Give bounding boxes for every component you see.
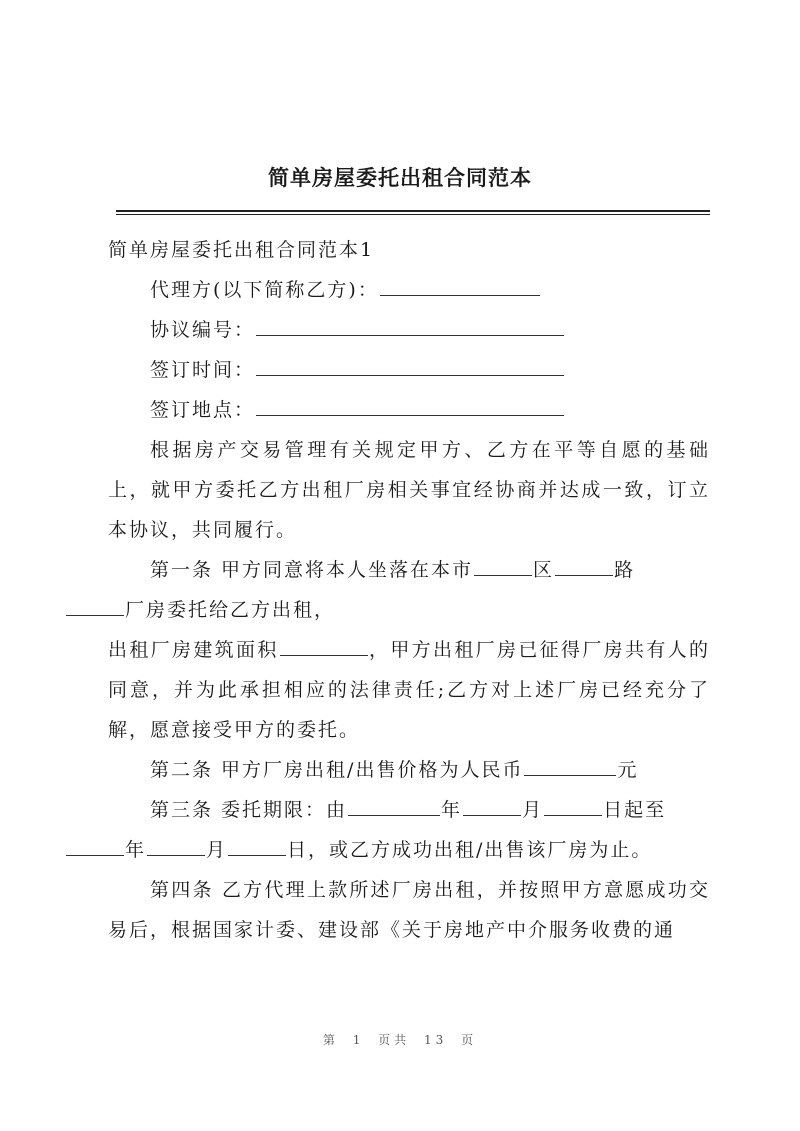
document-body (108, 230, 710, 950)
text: 路 (614, 559, 636, 581)
blank-line (348, 797, 440, 816)
text: 年 (441, 799, 463, 821)
text: 月 (522, 799, 544, 821)
field-agreement-no (108, 310, 710, 350)
blank-line (280, 637, 368, 656)
text: 年 (125, 839, 147, 861)
text: 第一条 甲方同意将本人坐落在本市 (150, 559, 474, 581)
field-label: 签订地点： (150, 399, 256, 421)
blank-line (256, 397, 564, 416)
text: 日起至 (603, 799, 667, 821)
text: 第二条 甲方厂房出租/出售价格为人民币 (150, 759, 524, 781)
text: ，甲方出租厂房已征得厂房共有人的同意，并为此承担相应的法律责任;乙方对上述厂房已经充分了解，愿意接受甲方的委托。 (108, 639, 710, 741)
blank-line (380, 277, 540, 296)
text: 厂房委托给乙方出租， (125, 599, 336, 621)
article-3 (108, 790, 710, 870)
title-divider-thin (116, 214, 710, 215)
page-footer (0, 1031, 800, 1048)
blank-line (256, 317, 564, 336)
blank-line (147, 837, 205, 856)
blank-line (474, 557, 532, 576)
footer-label: 页 (461, 1033, 478, 1047)
blank-line (228, 837, 286, 856)
text: 日，或乙方成功出租/出售该厂房为止。 (287, 839, 653, 861)
blank-line (463, 797, 521, 816)
article-4: 第四条 乙方代理上款所述厂房出租，并按照甲方意愿成功交易后，根据国家计委、建设部《关于房地产中介服务收费的通 (108, 879, 710, 941)
title-divider (116, 210, 710, 212)
field-label: 签订时间： (150, 359, 256, 381)
footer-label: 页共 (378, 1033, 411, 1047)
blank-line (66, 597, 124, 616)
text: 区 (533, 559, 555, 581)
text: 月 (206, 839, 228, 861)
text: 元 (617, 759, 639, 781)
blank-line (66, 837, 124, 856)
paragraph-intro: 根据房产交易管理有关规定甲方、乙方在平等自愿的基础上，就甲方委托乙方出租厂房相关事宜经协商并达成一致，订立本协议，共同履行。 (108, 439, 710, 541)
blank-line (524, 757, 616, 776)
field-label: 代理方(以下简称乙方)： (150, 279, 379, 301)
article-2 (108, 750, 710, 790)
document-title: 简单房屋委托出租合同范本 (268, 165, 532, 190)
text: 出租厂房建筑面积 (108, 639, 279, 661)
footer-label: 第 (322, 1033, 339, 1047)
footer-page-number: 1 (352, 1033, 365, 1047)
field-sign-place (108, 390, 710, 430)
section-heading: 简单房屋委托出租合同范本1 (108, 239, 375, 261)
blank-line (256, 357, 564, 376)
field-agent (108, 270, 710, 310)
article-1-cont (108, 630, 710, 750)
blank-line (544, 797, 602, 816)
article-1 (108, 550, 710, 630)
blank-line (555, 557, 613, 576)
footer-page-total: 13 (424, 1033, 448, 1047)
field-sign-time (108, 350, 710, 390)
field-label: 协议编号： (150, 319, 256, 341)
text: 第三条 委托期限：由 (150, 799, 348, 821)
